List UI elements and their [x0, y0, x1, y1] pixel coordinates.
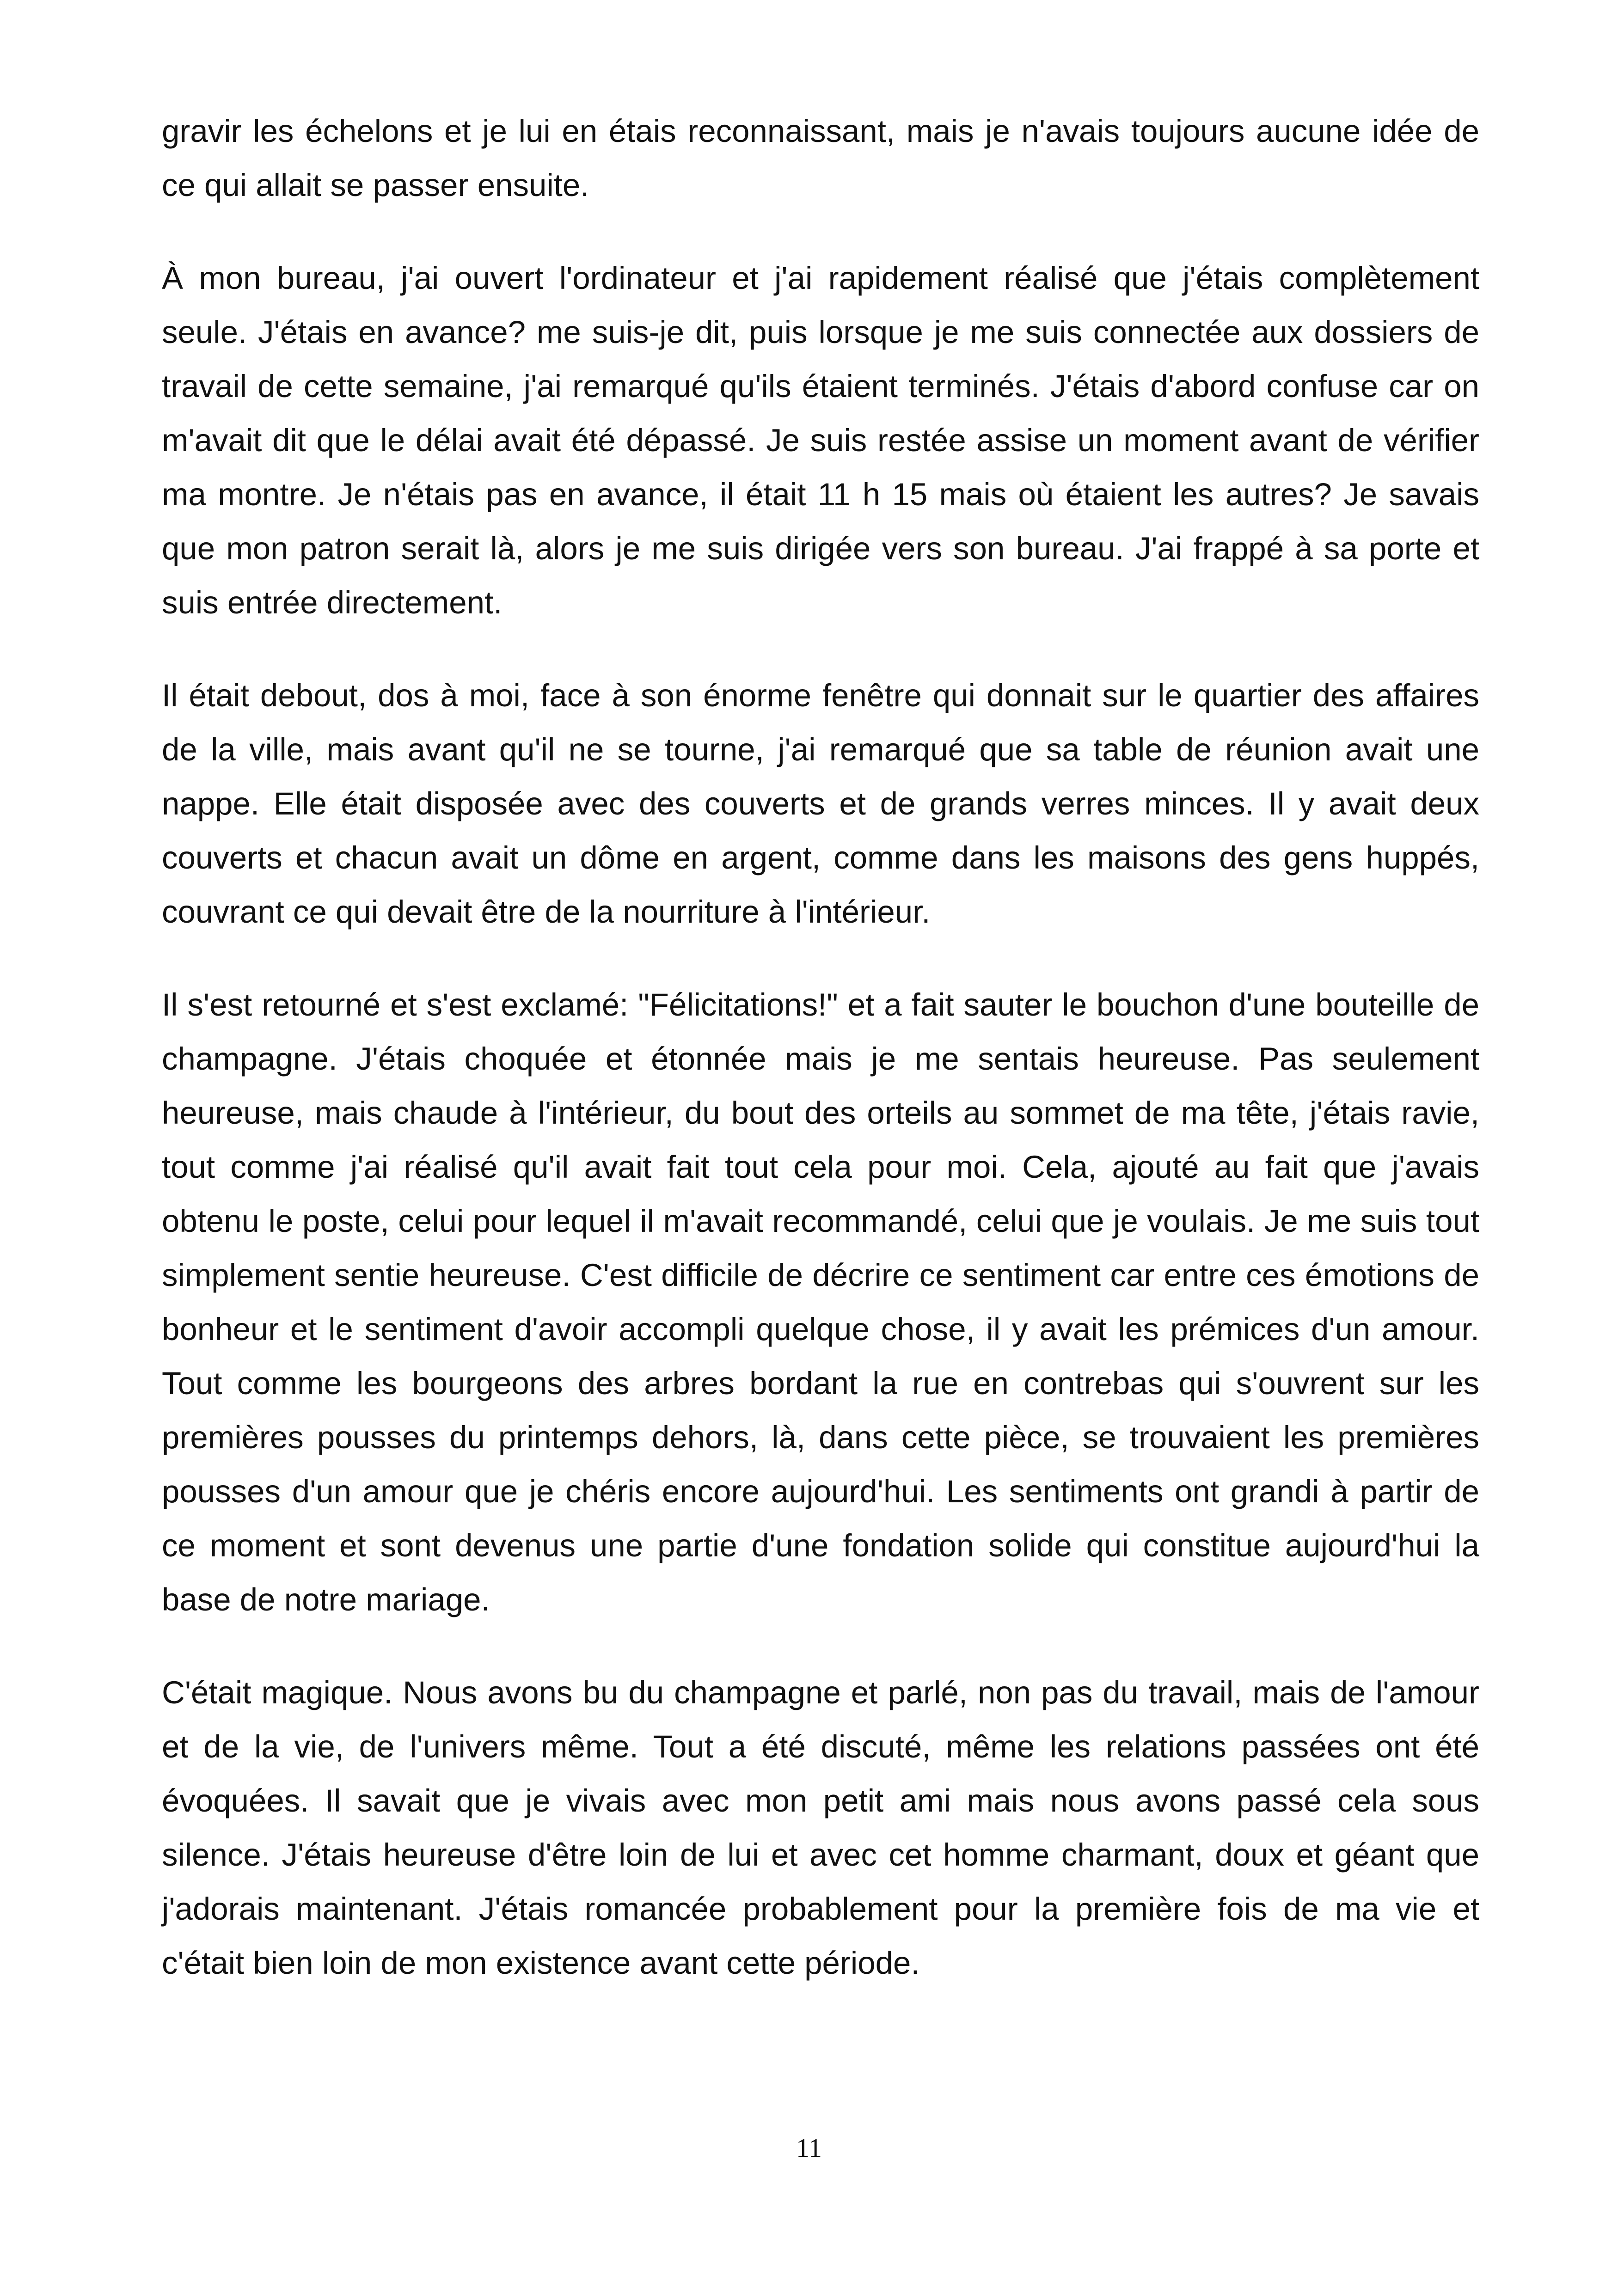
paragraph-4: Il s'est retourné et s'est exclamé: "Félicitations!" et a fait sauter le bouchon d'une bouteille de champagne. J'étais choquée et étonnée mais je me sentais heureuse. Pas seulement heureuse, mais chaude à l'intérieur, du bout des orteils au sommet de ma tête, j'étais ravie, tout comme j'ai réalisé qu'il avait fait tout cela pour moi. Cela, ajouté au fait que j'avais obtenu le poste, celui pour lequel il m'avait recommandé, celui que je voulais. Je me suis tout simplement sentie heureuse. C'est difficile de décrire ce sentiment car entre ces émotions de bonheur et le sentiment d'avoir accompli quelque chose, il y avait les prémices d'un amour. Tout comme les bourgeons des arbres bordant la rue en contrebas qui s'ouvrent sur les premières pousses du printemps dehors, là, dans cette pièce, se trouvaient les premières pousses d'un amour que je chéris encore aujourd'hui. Les sentiments ont grandi à partir de ce moment et sont devenus une partie d'une fondation solide qui constitue aujourd'hui la base de notre mariage. [162, 987, 1479, 1617]
paragraph-2: À mon bureau, j'ai ouvert l'ordinateur et j'ai rapidement réalisé que j'étais complètement seule. J'étais en avance? me suis-je dit, puis lorsque je me suis connectée aux dossiers de travail de cette semaine, j'ai remarqué qu'ils étaient terminés. J'étais d'abord confuse car on m'avait dit que le délai avait été dépassé. Je suis restée assise un moment avant de vérifier ma montre. Je n'étais pas en avance, il était 11 h 15 mais où étaient les autres? Je savais que mon patron serait là, alors je me suis dirigée vers son bureau. J'ai frappé à sa porte et suis entrée directement. [162, 260, 1479, 620]
page-number: 11 [796, 2133, 822, 2163]
paragraph-1: gravir les échelons et je lui en étais reconnaissant, mais je n'avais toujours aucune idée de ce qui allait se passer ensuite. [162, 113, 1479, 203]
paragraph-3: Il était debout, dos à moi, face à son énorme fenêtre qui donnait sur le quartier des affaires de la ville, mais avant qu'il ne se tourne, j'ai remarqué que sa table de réunion avait une nappe. Elle était disposée avec des couverts et de grands verres minces. Il y avait deux couverts et chacun avait un dôme en argent, comme dans les maisons des gens huppés, couvrant ce qui devait être de la nourriture à l'intérieur. [162, 678, 1479, 930]
paragraph-5: C'était magique. Nous avons bu du champagne et parlé, non pas du travail, mais de l'amour et de la vie, de l'univers même. Tout a été discuté, même les relations passées ont été évoquées. Il savait que je vivais avec mon petit ami mais nous avons passé cela sous silence. J'étais heureuse d'être loin de lui et avec cet homme charmant, doux et géant que j'adorais maintenant. J'étais romancée probablement pour la première fois de ma vie et c'était bien loin de mon existence avant cette période. [162, 1675, 1479, 1981]
body-text [162, 104, 1479, 1990]
